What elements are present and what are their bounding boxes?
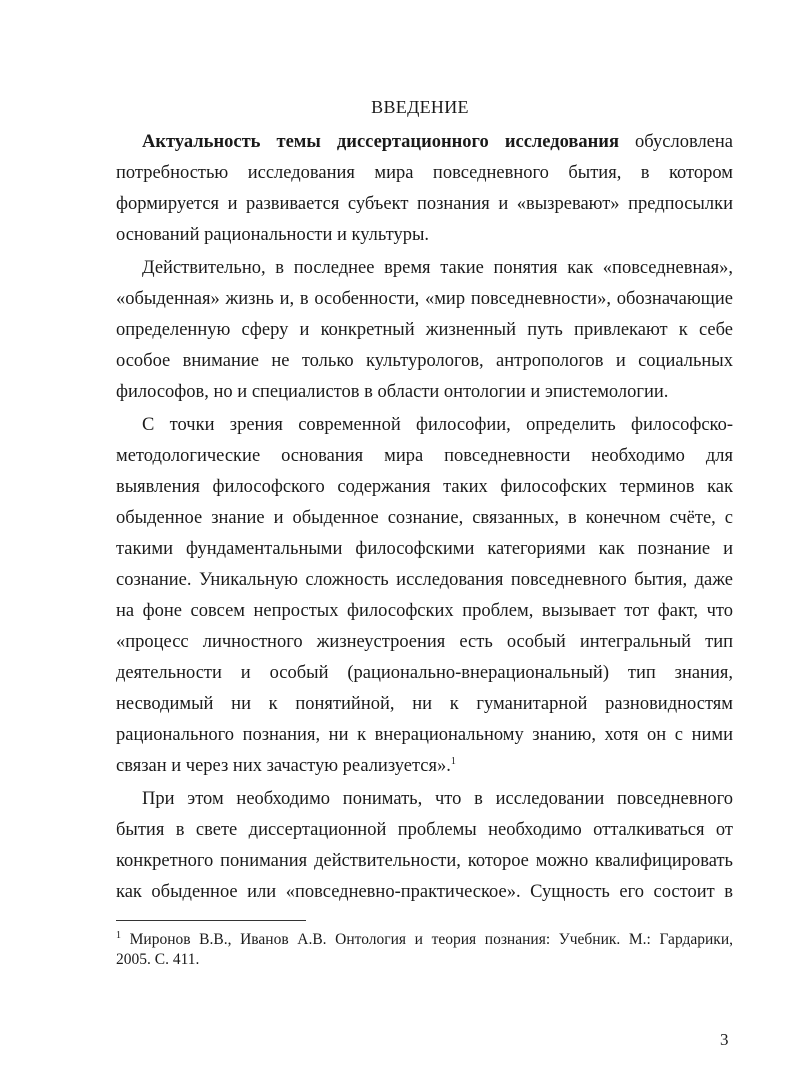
paragraph-3-line-8: «процесс личностного жизнеустроения есть особый интегральный тип [116, 632, 733, 652]
paragraph-3-line-11: рационального познания, ни к внерациональному знанию, хотя он с ними [116, 725, 733, 745]
page-title: ВВЕДЕНИЕ [371, 97, 469, 117]
paragraph-3-line-12 [116, 754, 733, 780]
footnote-line-1 [116, 930, 733, 950]
text-span: обусловлена [635, 132, 733, 152]
paragraph-1-line-3: формируется и развивается субъект познания и «вызревают» предпосылки [116, 194, 733, 214]
paragraph-3-line-1: С точки зрения современной философии, определить философско- [142, 415, 733, 435]
paragraph-4-line-1: При этом необходимо понимать, что в исследовании повседневного [142, 789, 733, 809]
paragraph-3-line-5: такими фундаментальными философскими категориями как познание и [116, 539, 733, 559]
paragraph-2-line-1: Действительно, в последнее время такие понятия как «повседневная», [142, 258, 733, 278]
paragraph-3-line-6: сознание. Уникальную сложность исследования повседневного бытия, даже [116, 570, 733, 590]
paragraph-3-line-10: несводимый ни к понятийной, ни к гуманитарной разновидностям [116, 694, 733, 714]
footnote-marker: 1 [116, 929, 121, 941]
paragraph-3-line-2: методологические основания мира повседневности необходимо для [116, 446, 733, 466]
paragraph-1-line-1 [142, 130, 733, 156]
bold-lead-phrase: Актуальность темы диссертационного исследования [142, 132, 619, 152]
paragraph-4-line-2: бытия в свете диссертационной проблемы необходимо отталкиваться от [116, 820, 733, 840]
paragraph-1-line-2: потребностью исследования мира повседневного бытия, в котором [116, 163, 733, 183]
footnote-line-2: 2005. С. 411. [116, 951, 200, 968]
text-span: Миронов В.В., Иванов А.В. Онтология и теория познания: Учебник. М.: Гардарики, [129, 931, 733, 948]
paragraph-2-line-5: философов, но и специалистов в области онтологии и эпистемологии. [116, 382, 669, 402]
paragraph-4-line-3: конкретного понимания действительности, которое можно квалифицировать [116, 851, 733, 871]
page-number: 3 [720, 1030, 729, 1049]
footnote-separator [116, 920, 306, 921]
paragraph-2-line-4: особое внимание не только культурологов, антропологов и социальных [116, 351, 733, 371]
paragraph-4-line-4: как обыденное или «повседневно-практическое». Сущность его состоит в [116, 882, 733, 902]
paragraph-1-line-4: оснований рациональности и культуры. [116, 225, 430, 245]
paragraph-3-line-4: обыденное знание и обыденное сознание, связанных, в конечном счёте, с [116, 508, 733, 528]
paragraph-2-line-2: «обыденная» жизнь и, в особенности, «мир повседневности», обозначающие [116, 289, 733, 309]
paragraph-2-line-3: определенную сферу и конкретный жизненный путь привлекают к себе [116, 320, 733, 340]
paragraph-3-line-9: деятельности и особый (рационально-внерациональный) тип знания, [116, 663, 733, 683]
footnote-reference: 1 [450, 755, 456, 767]
paragraph-3-line-7: на фоне совсем непростых философских проблем, вызывает тот факт, что [116, 601, 733, 621]
text-span: связан и через них зачастую реализуется». [116, 756, 451, 776]
paragraph-3-line-3: выявления философского содержания таких философских терминов как [116, 477, 733, 497]
